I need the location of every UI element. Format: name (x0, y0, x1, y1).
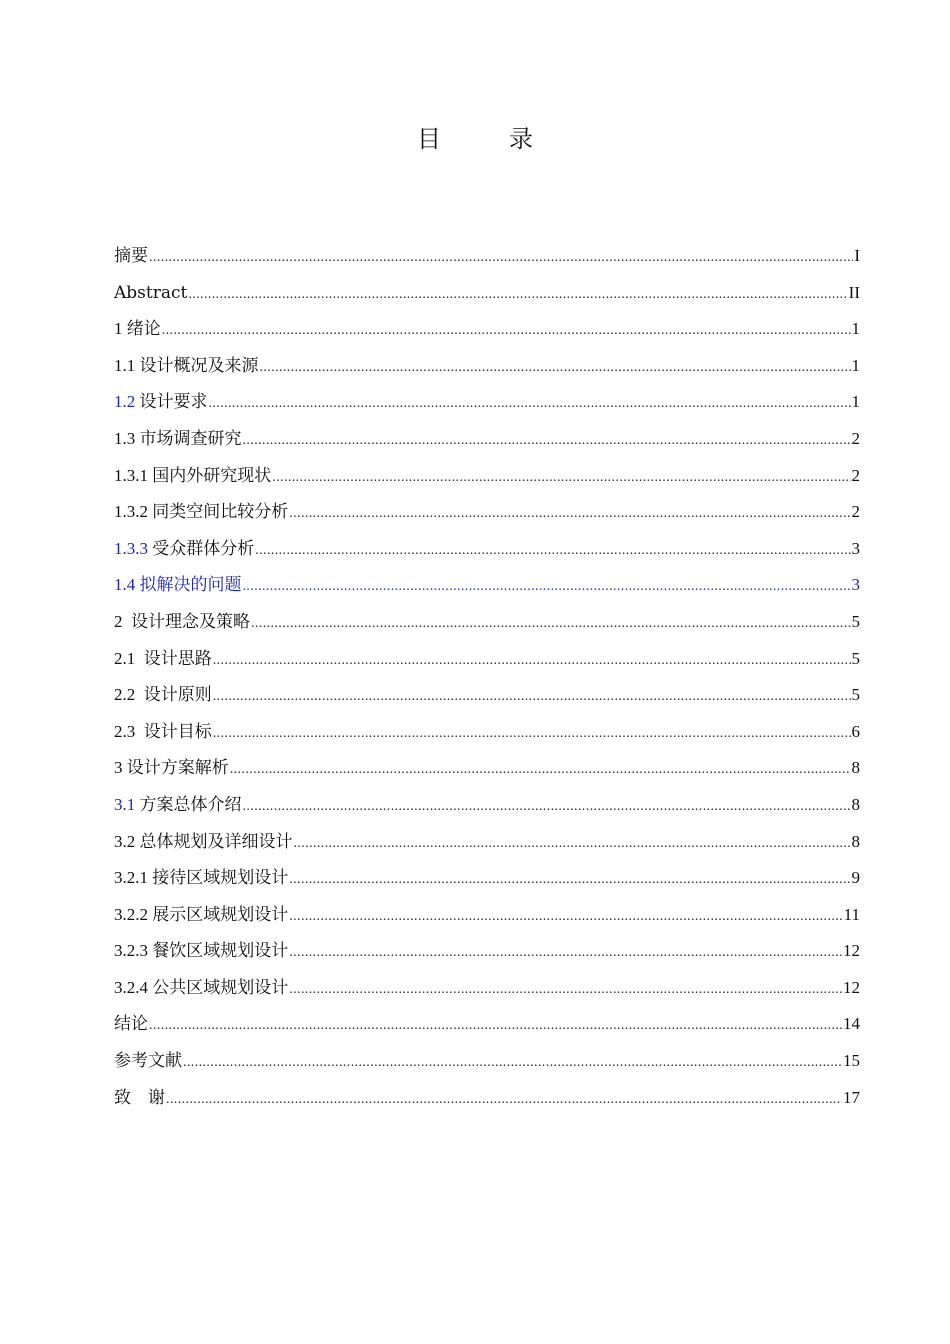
toc-entry-label (114, 275, 187, 312)
toc-entry-label (114, 348, 259, 385)
toc-page-number: 3 (851, 538, 860, 558)
toc-entry-title: 餐饮区域规划设计 (152, 941, 289, 962)
toc-dot-leader (243, 423, 851, 460)
toc-entry[interactable] (114, 384, 860, 421)
page-title: 目 录 (417, 125, 555, 153)
toc-page-number: 5 (851, 611, 860, 631)
toc-entry-label (114, 421, 242, 458)
toc-entry-label (114, 1043, 182, 1080)
toc-dot-leader (213, 679, 851, 716)
toc-entry-number: 1.3.3 (114, 538, 153, 558)
toc-entry-title: 摘要 (114, 246, 148, 266)
toc-entry[interactable] (114, 970, 860, 1007)
toc-page-number: 1 (851, 319, 860, 339)
toc-page-number: 1 (851, 392, 860, 412)
toc-entry-number: 3.2.3 (114, 941, 153, 961)
toc-entry-title: 参考文献 (114, 1051, 182, 1072)
toc-entry-label (114, 677, 212, 714)
toc-entry-number: 3 (114, 758, 127, 778)
toc-dot-leader (243, 789, 851, 826)
toc-page-number: 8 (851, 794, 860, 814)
toc-entry-title: Abstract (114, 282, 188, 303)
toc-entry-title: 方案总体介绍 (139, 794, 242, 815)
toc-entry-label (114, 384, 208, 421)
toc-page-number: II (848, 282, 860, 302)
toc-entry[interactable] (114, 531, 860, 568)
toc-entry-label (114, 458, 271, 495)
toc-page-number: 12 (843, 941, 860, 961)
toc-dot-leader (289, 972, 842, 1009)
toc-page-number: 6 (851, 721, 860, 741)
toc-entry[interactable] (114, 641, 860, 678)
toc-entry-title: 设计思路 (143, 648, 212, 669)
toc-entry-label (114, 1080, 165, 1117)
toc-entry-label (114, 311, 161, 348)
toc-page-number: 5 (851, 648, 860, 668)
toc-entry-title: 设计方案解析 (126, 758, 229, 779)
toc-dot-leader (166, 1082, 842, 1119)
toc-entry-title: 展示区域规划设计 (152, 904, 289, 925)
toc-entry[interactable] (114, 567, 860, 604)
toc-entry-title: 国内外研究现状 (152, 465, 272, 486)
toc-entry-title: 设计要求 (139, 392, 208, 413)
toc-entry-label (114, 641, 212, 678)
toc-page-number: 12 (843, 977, 860, 997)
toc-entry-title: 总体规划及详细设计 (139, 831, 293, 852)
toc-dot-leader (149, 1008, 842, 1045)
toc-page-number: I (854, 246, 860, 265)
toc-entry[interactable] (114, 348, 860, 385)
toc-entry[interactable] (114, 714, 860, 751)
toc-page-number: 17 (843, 1087, 860, 1107)
toc-entry-label (114, 787, 242, 824)
toc-entry-number: 3.2 (114, 831, 140, 851)
toc-entry[interactable] (114, 421, 860, 458)
toc-entry[interactable] (114, 238, 860, 275)
toc-entry-number: 3.1 (114, 794, 140, 814)
toc-page-number: 2 (851, 465, 860, 485)
toc-entry-label (114, 1006, 148, 1043)
toc-entry-title: 结论 (114, 1014, 148, 1035)
toc-dot-leader (243, 569, 851, 606)
toc-entry-number: 1.2 (114, 392, 140, 412)
toc-page-number: 11 (843, 904, 860, 924)
toc-entry[interactable] (114, 787, 860, 824)
toc-page-number: 9 (851, 868, 860, 888)
table-of-contents (114, 238, 860, 1116)
toc-dot-leader (255, 533, 850, 570)
toc-entry[interactable] (114, 311, 860, 348)
toc-entry-number: 1 (114, 319, 127, 339)
toc-entry[interactable] (114, 897, 860, 934)
toc-entry-label (114, 860, 288, 897)
toc-entry-title: 设计概况及来源 (139, 355, 259, 376)
toc-entry-number: 1.3.2 (114, 502, 153, 522)
toc-entry-label (114, 824, 293, 861)
toc-entry-title: 设计原则 (143, 685, 212, 706)
toc-entry-label (114, 933, 288, 970)
toc-entry-label (114, 970, 288, 1007)
toc-page-number: 2 (851, 502, 860, 522)
toc-entry-number: 2.3 (114, 721, 144, 741)
toc-dot-leader (188, 277, 847, 314)
toc-dot-leader (289, 899, 842, 936)
toc-entry-number: 2 (114, 611, 131, 631)
toc-entry-title: 公共区域规划设计 (152, 977, 289, 998)
toc-entry-label (114, 567, 242, 604)
toc-page-number: 8 (851, 831, 860, 851)
toc-entry-title: 绪论 (126, 319, 161, 340)
toc-entry-label (114, 897, 288, 934)
toc-entry-number: 1.3 (114, 428, 140, 448)
toc-entry[interactable] (114, 860, 860, 897)
toc-entry[interactable] (114, 1080, 860, 1117)
toc-entry-title: 设计目标 (143, 721, 212, 742)
toc-entry-number: 3.2.2 (114, 904, 153, 924)
toc-entry-label (114, 494, 288, 531)
toc-page-number: 3 (851, 575, 860, 595)
toc-entry[interactable] (114, 1043, 860, 1080)
toc-entry-number: 1.4 (114, 575, 140, 595)
toc-entry-title: 致 谢 (114, 1087, 165, 1108)
toc-dot-leader (213, 643, 851, 680)
toc-entry[interactable] (114, 750, 860, 787)
toc-entry-label (114, 750, 229, 787)
toc-dot-leader (149, 240, 853, 277)
toc-entry[interactable] (114, 604, 860, 641)
toc-page-number: 2 (851, 428, 860, 448)
toc-entry[interactable] (114, 494, 860, 531)
toc-dot-leader (294, 826, 851, 863)
toc-entry-title: 拟解决的问题 (139, 575, 242, 596)
toc-entry-title: 同类空间比较分析 (152, 502, 289, 523)
toc-dot-leader (289, 862, 850, 899)
toc-entry-number: 2.1 (114, 648, 144, 668)
toc-dot-leader (289, 496, 850, 533)
toc-entry[interactable] (114, 824, 860, 861)
toc-entry[interactable] (114, 677, 860, 714)
toc-page-number: 15 (843, 1051, 860, 1071)
toc-entry[interactable] (114, 933, 860, 970)
toc-entry[interactable] (114, 275, 860, 312)
toc-dot-leader (272, 460, 850, 497)
toc-entry-title: 市场调查研究 (139, 428, 242, 449)
toc-entry-title: 受众群体分析 (152, 538, 255, 559)
toc-entry-number: 3.2.4 (114, 977, 153, 997)
toc-page-number: 5 (851, 685, 860, 705)
toc-entry-number: 1.1 (114, 355, 140, 375)
toc-entry-number: 2.2 (114, 685, 144, 705)
toc-page-number: 1 (851, 355, 860, 375)
toc-entry-title: 接待区域规划设计 (152, 868, 289, 889)
toc-entry-number: 1.3.1 (114, 465, 153, 485)
toc-entry[interactable] (114, 1006, 860, 1043)
toc-page-number: 14 (843, 1014, 860, 1034)
toc-entry-label (114, 531, 254, 568)
toc-dot-leader (213, 716, 851, 753)
toc-dot-leader (260, 350, 851, 387)
toc-dot-leader (251, 606, 851, 643)
toc-entry-label (114, 604, 250, 641)
toc-entry-label (114, 714, 212, 751)
toc-dot-leader (230, 752, 851, 789)
toc-dot-leader (162, 313, 851, 350)
toc-dot-leader (289, 935, 842, 972)
toc-entry-title: 设计理念及策略 (131, 611, 250, 632)
toc-entry-label (114, 238, 148, 275)
toc-page-number: 8 (851, 758, 860, 778)
toc-entry-number: 3.2.1 (114, 868, 153, 888)
toc-dot-leader (183, 1045, 842, 1082)
toc-dot-leader (209, 386, 851, 423)
toc-entry[interactable] (114, 458, 860, 495)
